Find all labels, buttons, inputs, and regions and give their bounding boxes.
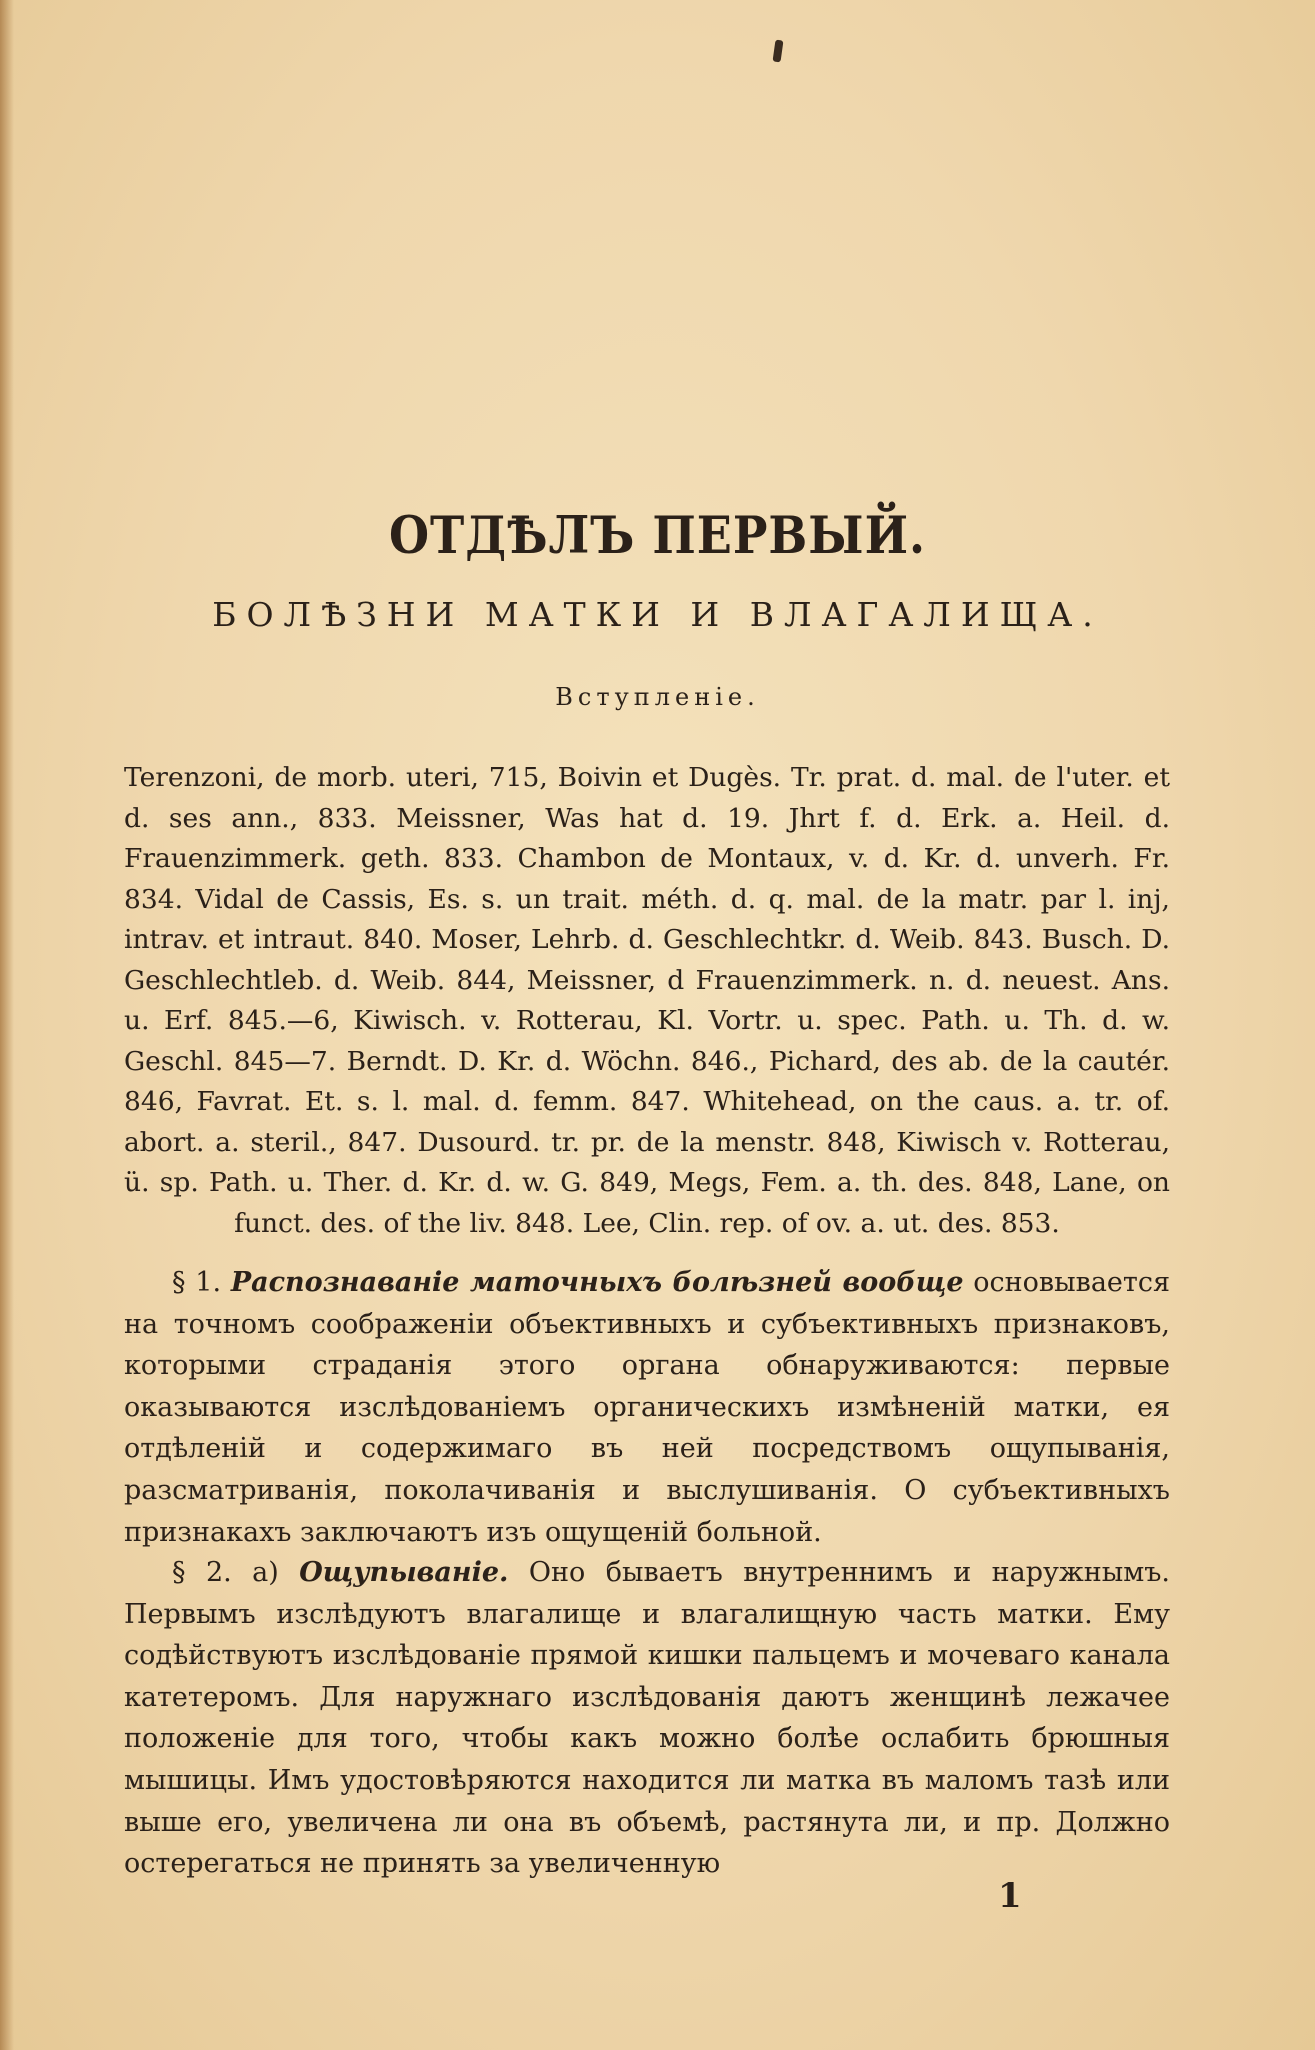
page-number: 1 <box>998 1876 1022 1916</box>
chapter-subtitle: БОЛѢЗНИ МАТКИ И ВЛАГАЛИЩА. <box>212 595 1103 634</box>
intro-heading: Вступленіе. <box>555 683 760 711</box>
section-title: ОТДѢЛЪ ПЕРВЫЙ. <box>388 504 927 566</box>
paragraph-number: § 2. <box>172 1557 232 1588</box>
paragraph-1 <box>124 1262 1170 1553</box>
paragraph-emphasis: Распознаваніе маточныхъ болѣзней вообще <box>230 1267 964 1298</box>
paragraph-number: § 1. <box>172 1267 222 1298</box>
paragraph-text: Оно бываетъ внутреннимъ и наружнымъ. Первымъ изслѣдуютъ влагалище и влагалищную часть матки. Ему содѣйствуютъ изслѣдованіе прямой кишки пальцемъ и мочеваго канала катетеромъ. Для наружнаго изслѣдованія даютъ женщинѣ лежачее положеніе для того, чтобы какъ можно болѣе ослабить брюшныя мышицы. Имъ удостовѣряются находится ли матка въ маломъ тазѣ или выше его, увеличена ли она въ объемѣ, растянута ли, и пр. Должно остерегаться не принять за увеличенную <box>124 1557 1170 1880</box>
paragraph-emphasis: Ощупываніе. <box>299 1557 509 1588</box>
ink-mark <box>773 40 784 63</box>
paragraph-2 <box>124 1552 1170 1885</box>
paragraph-text: основывается на точномъ соображеніи объективныхъ и субъективныхъ признаковъ, которыми страданія этого органа обнаруживаются: первые оказываются изслѣдованіемъ органическихъ измѣненій матки, ея отдѣленій и содержимаго въ ней посредствомъ ощупыванія, разсматриванія, поколачиванія и выслушиванія. О субъективныхъ признакахъ заключаютъ изъ ощущеній больной. <box>124 1267 1170 1548</box>
bibliography-block: Terenzoni, de morb. uteri, 715, Boivin et Dugès. Tr. prat. d. mal. de l'uter. et d. ses ann., 833. Meissner, Was hat d. 19. Jhrt f. d. Erk. a. Heil. d. Frauenzimmerk. geth. 833. Chambon de Montaux, v. d. Kr. d. unverh. Fr. 834. Vidal de Cassis, Es. s. un trait. méth. d. q. mal. de la matr. par l. inj, intrav. et intraut. 840. Moser, Lehrb. d. Geschlechtkr. d. Weib. 843. Busch. D. Geschlechtleb. d. Weib. 844, Meissner, d Frauenzimmerk. n. d. neuest. Ans. u. Erf. 845.—6, Kiwisch. v. Rotterau, Kl. Vortr. u. spec. Path. u. Th. d. w. Geschl. 845—7. Berndt. D. Kr. d. Wöchn. 846., Pichard, des ab. de la cautér. 846, Favrat. Et. s. l. mal. d. femm. 847. Whitehead, on the caus. a. tr. of. abort. a. steril., 847. Dusourd. tr. pr. de la menstr. 848, Kiwisch v. Rotterau, ü. sp. Path. u. Ther. d. Kr. d. w. G. 849, Megs, Fem. a. th. des. 848, Lane, on funct. des. of the liv. 848. Lee, Clin. rep. of ov. a. ut. des. 853. <box>124 762 1170 1239</box>
page-edge-shadow <box>0 0 14 2050</box>
paragraph-prefix: а) <box>252 1557 279 1588</box>
